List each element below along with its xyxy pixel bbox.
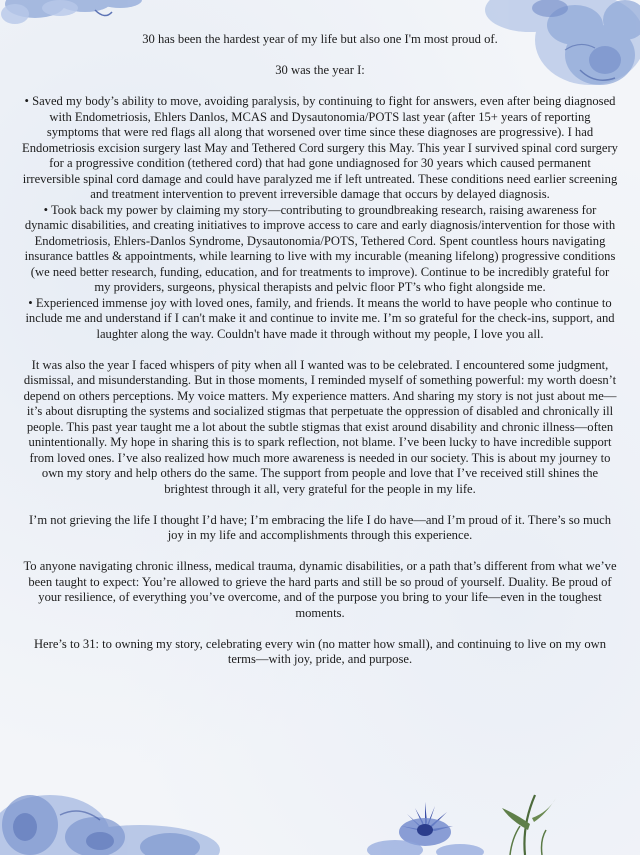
bullet-experienced-joy: • Experienced immense joy with loved ones, family, and friends. It means the world to have people who continue to include me and understand if I can't make it and continue to invite me. I’m so grateful for the check-ins, support, and laughter along the way. Couldn't have made it through without my people, I love you all. xyxy=(25,295,615,341)
paragraph-gap xyxy=(22,497,618,513)
opening-line: 30 has been the hardest year of my life but also one I'm most proud of. xyxy=(142,32,498,46)
bottom-cornflower-decoration xyxy=(355,800,495,855)
paragraph-to-anyone: To anyone navigating chronic illness, medical trauma, dynamic disabilities, or a path that’s different from what we’ve been taught to expect: You’re allowed to grieve the hard parts and still be so proud of yourself. Duality. Be proud of your resilience, of everything you’ve overcome, and of the purpose you bring to your life—even in the toughest moments. xyxy=(23,559,617,620)
paragraph-gap xyxy=(22,544,618,560)
paragraph-gap xyxy=(22,48,618,64)
paragraph-gap xyxy=(22,621,618,637)
bullet-took-back-power: • Took back my power by claiming my story—contributing to groundbreaking research, raising awareness for dynamic disabilities, and creating initiatives to improve access to care and early diagnosis/intervention for those with Endometriosis, Ehlers-Danlos Syndrome, Dysautonomia/POTS, Tethered Cord. Spent countless hours navigating insurance battles & appointments, while learning to live with my incurable (meaning lifelong) progressive conditions (we need better research, funding, education, and for treatments to improve). Continue to be incredibly grateful for my providers, surgeons, physical therapists and pelvic floor PT’s who fight alongside me. xyxy=(24,202,616,294)
closing-line: Here’s to 31: to owning my story, celebrating every win (no matter how small), and continuing to live on my own terms—with joy, pride, and purpose. xyxy=(33,636,607,666)
paragraph-gap xyxy=(22,79,618,95)
year-intro: 30 was the year I: xyxy=(275,63,365,77)
post-text xyxy=(22,32,618,668)
bottom-left-flower-decoration xyxy=(0,765,240,855)
paragraph-gap xyxy=(22,342,618,358)
paragraph-whispers-of-pity: It was also the year I faced whispers of pity when all I wanted was to be celebrated. I encountered some judgment, dismissal, and misunderstanding. But in those moments, I reminded myself of something powerful: my worth doesn’t depend on others perceptions. My voice matters. My experience matters. And sharing my story is not just about me—it’s about disrupting the systems and socialized stigmas that perpetuate the oppression of disabled and chronically ill people. This past year taught me a lot about the subtle stigmas that exist around disability and chronic illness—often unintentionally. My hope in sharing this is to spark reflection, not blame. I’ve been lucky to have incredible support from loved ones. I’ve also realized how much more awareness is needed in our society. This is about my journey to own my story and help others do the same. The support from people and love that I’ve received still shines the brightest through it all, very grateful for the people in my life. xyxy=(23,357,617,496)
bottom-right-stem-decoration xyxy=(480,790,570,855)
paragraph-not-grieving: I’m not grieving the life I thought I’d have; I’m embracing the life I do have—and I’m proud of it. There’s so much joy in my life and accomplishments through this experience. xyxy=(28,512,612,542)
bullet-saved-mobility: • Saved my body’s ability to move, avoiding paralysis, by continuing to fight for answers, even after being diagnosed with Endometriosis, Ehlers Danlos, MCAS and Dysautonomia/POTS last year (after 15+ years of reporting symptoms that were red flags all along that worsened over time since these diagnoses are progressive). I had Endometriosis excision surgery last May and Tethered Cord surgery this May. This year I survived spinal cord surgery for a progressive condition (tethered cord) that had gone undiagnosed for 30 years which caused permanent irreversible spinal cord damage and could have paralyzed me if left untreated. These conditions need earlier screening and treatment intervention to prevent irreversible damage that occurs by delayed diagnosis. xyxy=(22,94,618,201)
